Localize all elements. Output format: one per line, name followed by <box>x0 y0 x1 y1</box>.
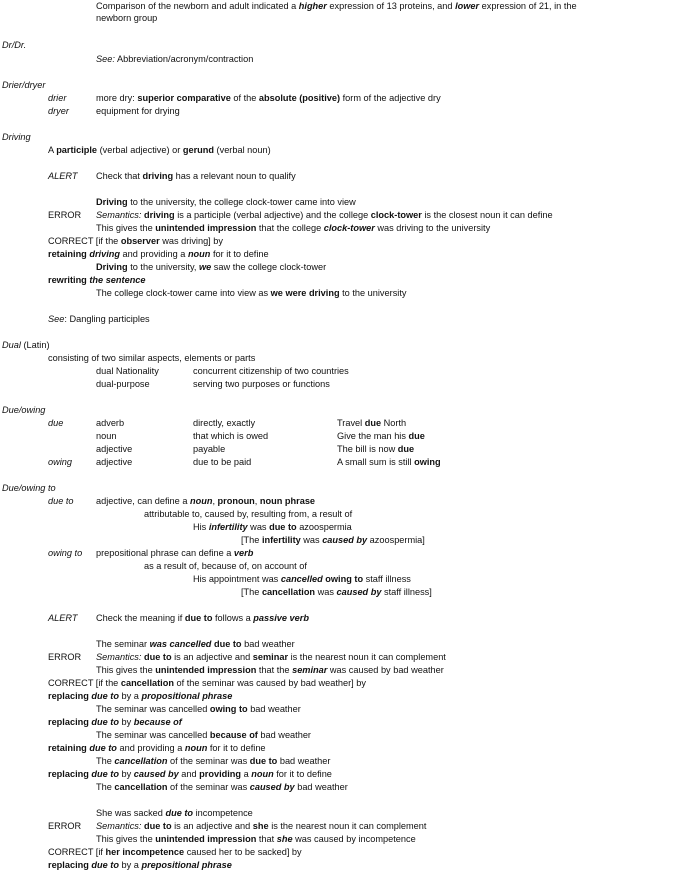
text-run: due <box>408 431 425 441</box>
text-run: cancellation <box>114 756 168 766</box>
text-run: owing <box>414 457 441 467</box>
text-run: bad weather <box>257 730 311 740</box>
text-run: Semantics: <box>96 652 142 662</box>
text-run: Semantics: <box>96 821 142 831</box>
text-run: for it to define <box>273 769 332 779</box>
text-run: , <box>254 496 260 506</box>
text-run: noun <box>189 496 213 506</box>
seminar-fix-1 <box>96 703 301 716</box>
text-run: Check that <box>96 171 143 181</box>
text-run: bad weather <box>277 756 331 766</box>
text-run: cancellation <box>114 782 168 792</box>
driving-rewriting <box>48 274 146 287</box>
dryer-definition: equipment for drying <box>96 106 180 116</box>
text-run: noun phrase <box>259 496 316 506</box>
entry-heading-drier: Drier/dryer <box>2 80 46 90</box>
text-run: of the <box>230 93 259 103</box>
text-run: was caused by bad weather <box>327 665 444 675</box>
text-run: we <box>198 262 212 272</box>
seminar-semantics <box>96 651 446 664</box>
dr-see-line <box>96 53 253 66</box>
text-run: due to <box>165 808 194 818</box>
text-run: form of the adjective dry <box>340 93 441 103</box>
replacing-line-4 <box>48 859 232 872</box>
text-run: bad weather <box>247 704 301 714</box>
intro-line-2: newborn group <box>96 13 158 23</box>
text-run: by <box>118 769 134 779</box>
text-run: observer <box>120 236 160 246</box>
text-run: caused by <box>249 782 295 792</box>
driving-correct <box>48 235 223 248</box>
alert-label: ALERT <box>48 171 78 181</box>
owing-to-bracket <box>241 586 432 599</box>
text-run: is an adjective and <box>171 821 253 831</box>
driving-example-3 <box>96 287 406 300</box>
replacing-line-3 <box>48 768 332 781</box>
text-run: This gives the <box>96 665 156 675</box>
text-run: The college clock-tower came into view as <box>96 288 271 298</box>
text-run: CORRECT [if the <box>48 678 121 688</box>
text-run: The bill is now <box>337 444 398 454</box>
text-run: verb <box>233 548 254 558</box>
due-row-pos: adverb <box>96 418 125 428</box>
text-run: : Dangling participles <box>64 314 150 324</box>
retaining-line <box>48 742 266 755</box>
due-row-word: due <box>48 418 64 428</box>
see-label: See: <box>96 54 115 64</box>
due-row-meaning: due to be paid <box>193 457 252 467</box>
text-run: The seminar was cancelled <box>96 704 210 714</box>
due-row-example <box>337 456 441 469</box>
text-run: unintended impression <box>155 834 257 844</box>
text-run: was cancelled <box>149 639 212 649</box>
text-run: A small sum is still <box>337 457 415 467</box>
text-run: replacing <box>48 769 92 779</box>
text-run: The <box>96 756 115 766</box>
text-run: a <box>241 769 252 779</box>
seminar-fix-2 <box>96 729 311 742</box>
text-run: CORRECT [if <box>48 847 106 857</box>
text-run: caused her to be sacked] by <box>184 847 302 857</box>
text-run: His <box>193 522 209 532</box>
driving-alert <box>96 170 296 183</box>
text-run: Check the meaning if <box>96 613 185 623</box>
due-row-example <box>337 430 425 443</box>
seminar-fix-4 <box>96 781 348 794</box>
text-run: to the university <box>339 288 407 298</box>
text-run: and providing a <box>120 249 188 259</box>
sacked-correct <box>48 846 302 859</box>
text-run: gerund <box>182 145 214 155</box>
text-run: Dual <box>2 340 21 350</box>
alert-label: ALERT <box>48 613 78 623</box>
text-run: was driving to the university <box>374 223 491 233</box>
text: expression of 21, in the <box>479 1 577 11</box>
text-run: absolute (positive) <box>258 93 341 103</box>
text-run: azoospermia] <box>367 535 425 545</box>
text-run: seminar <box>292 665 328 675</box>
due-to-attributes: attributable to, caused by, resulting from, a result of <box>144 509 353 519</box>
dual-definition: consisting of two similar aspects, elements or parts <box>48 353 256 363</box>
intro-line-1 <box>96 0 577 13</box>
due-to-definition <box>96 495 315 508</box>
text-run: [The <box>241 535 262 545</box>
due-row-meaning: payable <box>193 444 226 454</box>
entry-heading-due-to: Due/owing to <box>2 483 56 493</box>
text-run: because of <box>133 717 182 727</box>
text-run: of the seminar was <box>167 756 250 766</box>
text-run: due to <box>89 743 117 753</box>
entry-heading-due: Due/owing <box>2 405 46 415</box>
seminar-correct <box>48 677 366 690</box>
text-run: owing to <box>209 704 248 714</box>
driving-example-1 <box>96 196 356 209</box>
text-run: infertility <box>208 522 248 532</box>
due-row-meaning: that which is owed <box>193 431 269 441</box>
text-run: A <box>48 145 57 155</box>
owing-to-attributes: as a result of, because of, on account of <box>144 561 307 571</box>
text-run: owing to <box>325 574 364 584</box>
text-run: (verbal adjective) or <box>97 145 183 155</box>
text-run: This gives the <box>96 834 156 844</box>
text-run: , <box>212 496 218 506</box>
text-run: infertility <box>261 535 301 545</box>
text-run: azoospermia <box>296 522 352 532</box>
text-run: due to <box>91 769 119 779</box>
text-run: Driving <box>96 262 128 272</box>
error-label: ERROR <box>48 821 82 831</box>
text-run: cancellation <box>261 587 316 597</box>
text-run: because of <box>209 730 258 740</box>
driving-impression <box>96 222 490 235</box>
text-run: See <box>48 314 65 324</box>
text-run: due to <box>91 860 119 870</box>
entry-heading-dr: Dr/Dr. <box>2 40 27 50</box>
emphasis: higher <box>298 1 327 11</box>
text-run: due to <box>91 717 119 727</box>
text-run: of the seminar was caused by bad weather] by <box>173 678 366 688</box>
driving-example-2 <box>96 261 326 274</box>
text-run: (verbal noun) <box>213 145 271 155</box>
text-run: The seminar <box>96 639 150 649</box>
text-run: saw the college clock-tower <box>211 262 327 272</box>
text-run: clock-tower <box>323 223 375 233</box>
due-row-word: owing <box>48 457 73 467</box>
sacked-impression <box>96 833 416 846</box>
text-run: due to <box>269 522 297 532</box>
text-run: The seminar was cancelled <box>96 730 210 740</box>
term-due-to: due to <box>48 496 74 506</box>
text-run: that <box>256 834 277 844</box>
replacing-line-1 <box>48 690 232 703</box>
text: Comparison of the newborn and adult indicated a <box>96 1 299 11</box>
text-run: by <box>118 717 134 727</box>
due-row-example <box>337 417 406 430</box>
text-run: due to <box>249 756 278 766</box>
text-run: Travel <box>337 418 365 428</box>
text-run: was <box>300 535 323 545</box>
text-run: that the <box>256 665 293 675</box>
error-label: ERROR <box>48 652 82 662</box>
text-run: The <box>96 782 115 792</box>
due-row-pos: adjective <box>96 457 133 467</box>
text-run: unintended impression <box>155 665 257 675</box>
text-run: due to <box>144 652 172 662</box>
text-run: driving <box>89 249 120 259</box>
text-run: and providing a <box>116 743 185 753</box>
due-row-pos: noun <box>96 431 117 441</box>
due-to-example <box>193 521 352 534</box>
text-run: staff illness] <box>381 587 432 597</box>
text-run: pronoun <box>217 496 255 506</box>
text-run: bad weather <box>241 639 295 649</box>
text-run: superior comparative <box>137 93 231 103</box>
dual-row-1-term: dual Nationality <box>96 366 159 376</box>
text-run: passive verb <box>253 613 309 623</box>
sacked-example <box>96 807 253 820</box>
entry-heading-driving: Driving <box>2 132 31 142</box>
text: expression of 13 proteins, and <box>326 1 456 11</box>
text-run: staff illness <box>363 574 411 584</box>
text-run: replacing <box>48 860 92 870</box>
text-run: prepositional phrase can define a <box>96 548 234 558</box>
dual-row-2-term: dual-purpose <box>96 379 150 389</box>
text-run: is the nearest noun it can complement <box>268 821 427 831</box>
text-run: caused by <box>336 587 382 597</box>
seminar-example <box>96 638 295 651</box>
text-run: seminar <box>252 652 289 662</box>
driving-retaining <box>48 248 269 261</box>
text-run: she <box>252 821 269 831</box>
owing-to-example <box>193 573 411 586</box>
text-run: North <box>381 418 407 428</box>
text-run: His appointment was <box>193 574 281 584</box>
term-dryer: dryer <box>48 106 69 116</box>
text-run: due to <box>91 691 119 701</box>
text-run: retaining <box>48 743 90 753</box>
drier-definition <box>96 92 441 105</box>
due-row-meaning: directly, exactly <box>193 418 256 428</box>
text-run: incompetence <box>193 808 253 818</box>
due-row-pos: adjective <box>96 444 133 454</box>
text-run: cancelled <box>280 574 323 584</box>
driving-intro <box>48 144 271 157</box>
text-run: follows a <box>212 613 254 623</box>
due-to-bracket <box>241 534 425 547</box>
text-run: rewriting <box>48 275 90 285</box>
text-run: Semantics: <box>96 210 142 220</box>
text-run: due to <box>184 613 213 623</box>
text-run: was <box>315 587 337 597</box>
text-run: caused by <box>322 535 368 545</box>
text-run: propositional phrase <box>141 691 233 701</box>
text-run: driving <box>142 171 174 181</box>
text-run: (Latin) <box>20 340 50 350</box>
text-run: is an adjective and <box>171 652 253 662</box>
term-owing-to: owing to <box>48 548 83 558</box>
text-run: is the nearest noun it can complement <box>288 652 446 662</box>
driving-semantics <box>96 209 553 222</box>
text-run: driving <box>144 210 175 220</box>
text-run: that the college <box>256 223 324 233</box>
text-run: by a <box>118 860 142 870</box>
text-run: was caused by incompetence <box>292 834 416 844</box>
text-run: the sentence <box>89 275 146 285</box>
text-run: was driving] by <box>159 236 223 246</box>
text-run: by a <box>118 691 142 701</box>
text-run: participle <box>56 145 98 155</box>
text-run: was <box>247 522 270 532</box>
text-run: unintended impression <box>155 223 257 233</box>
text-run: has a relevant noun to qualify <box>173 171 296 181</box>
text-run: due to <box>144 821 172 831</box>
text-run: cancellation <box>120 678 174 688</box>
text-run: more dry: <box>96 93 138 103</box>
text-run: replacing <box>48 691 92 701</box>
sacked-semantics <box>96 820 426 833</box>
dual-row-1-def: concurrent citizenship of two countries <box>193 366 349 376</box>
text-run: adjective, can define a <box>96 496 190 506</box>
text-run: caused by <box>133 769 179 779</box>
text-run: She was sacked <box>96 808 166 818</box>
text-run: for it to define <box>207 743 266 753</box>
due-row-example <box>337 443 414 456</box>
text-run: to the university, <box>127 262 199 272</box>
text-run: prepositional phrase <box>141 860 232 870</box>
text-run: for it to define <box>210 249 269 259</box>
text-run: to the university, the college clock-tower came into view <box>127 197 356 207</box>
text-run: clock-tower <box>370 210 422 220</box>
text-run: she <box>276 834 293 844</box>
text-run: is a participle (verbal adjective) and the college <box>174 210 371 220</box>
text-run: This gives the <box>96 223 156 233</box>
text-run: due <box>364 418 382 428</box>
text-run: [The <box>241 587 262 597</box>
text-run: providing <box>199 769 242 779</box>
text-run: bad weather <box>294 782 348 792</box>
dual-row-2-def: serving two purposes or functions <box>193 379 330 389</box>
text-run: noun <box>187 249 211 259</box>
see-reference: Abbreviation/acronym/contraction <box>114 54 254 64</box>
text-run: Give the man his <box>337 431 409 441</box>
text-run: noun <box>184 743 208 753</box>
text-run: of the seminar was <box>167 782 250 792</box>
term-drier: drier <box>48 93 67 103</box>
text-run: due <box>397 444 415 454</box>
text-run: is the closest noun it can define <box>421 210 553 220</box>
text-run: noun <box>251 769 274 779</box>
text-run: retaining <box>48 249 90 259</box>
seminar-impression <box>96 664 444 677</box>
text-run: replacing <box>48 717 92 727</box>
replacing-line-2 <box>48 716 182 729</box>
driving-see-line <box>48 313 150 326</box>
due-to-alert <box>96 612 309 625</box>
entry-heading-dual <box>2 339 50 352</box>
text-run: due to <box>213 639 242 649</box>
owing-to-definition <box>96 547 253 560</box>
seminar-fix-3 <box>96 755 330 768</box>
text-run: her incompetence <box>105 847 185 857</box>
error-label: ERROR <box>48 210 82 220</box>
text-run: CORRECT [if the <box>48 236 121 246</box>
text-run: Driving <box>96 197 128 207</box>
text-run: we were driving <box>270 288 340 298</box>
emphasis: lower <box>455 1 480 11</box>
text-run: and <box>178 769 200 779</box>
